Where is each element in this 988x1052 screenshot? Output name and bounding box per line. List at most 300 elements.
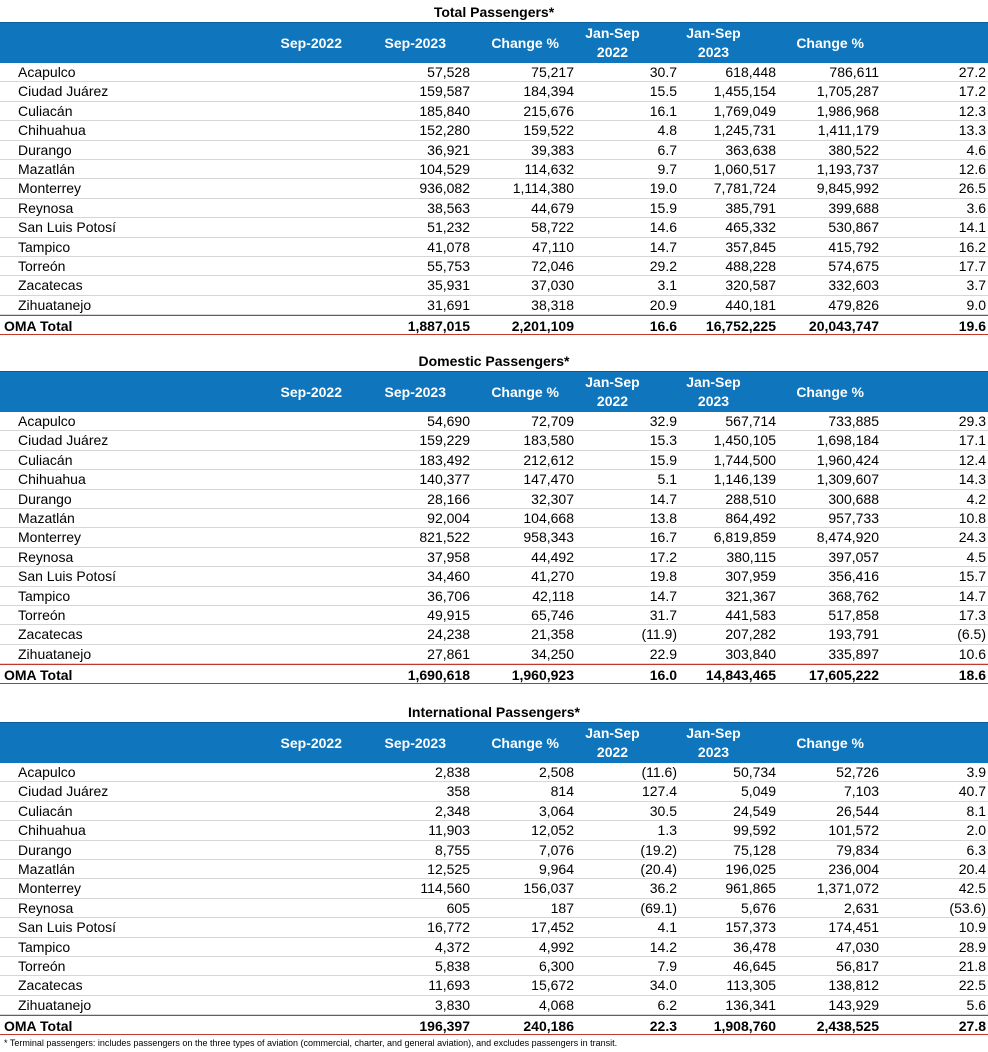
- cell-value: 3,830: [434, 996, 470, 1013]
- table-row: [0, 645, 988, 664]
- header-year: 2022: [596, 744, 629, 760]
- cell-value: 488,228: [725, 257, 776, 274]
- airport-name: Zacatecas: [18, 626, 83, 643]
- cell-value: 961,865: [725, 880, 776, 897]
- cell-value: 114,632: [524, 160, 574, 177]
- cell-value: 159,229: [419, 432, 470, 449]
- cell-value: 9.0: [966, 296, 986, 313]
- cell-value: 193,791: [828, 626, 879, 643]
- total-label: OMA Total: [4, 1018, 73, 1035]
- table-row: [0, 179, 988, 198]
- airport-name: Tampico: [18, 587, 71, 604]
- cell-value: 56,817: [836, 957, 879, 974]
- cell-value: 958,343: [523, 529, 574, 546]
- cell-value: 136,341: [725, 996, 776, 1013]
- total-value: 17,605,222: [808, 667, 879, 684]
- cell-value: 380,115: [726, 548, 776, 565]
- total-value: 16.0: [649, 667, 677, 684]
- table-row: [0, 528, 988, 547]
- cell-value: 29.2: [649, 257, 677, 274]
- cell-value: 397,057: [828, 548, 879, 565]
- cell-value: 17,452: [531, 919, 574, 936]
- airport-name: Zihuatanejo: [18, 996, 92, 1013]
- header-jansep-2022: [563, 723, 662, 763]
- cell-value: 5.1: [657, 471, 677, 488]
- total-value: 240,186: [523, 1018, 574, 1035]
- cell-value: 40.7: [958, 783, 986, 800]
- table-header: [0, 22, 988, 63]
- airport-name: Tampico: [18, 238, 71, 255]
- cell-value: 4.1: [657, 919, 677, 936]
- cell-value: (11.9): [641, 626, 677, 643]
- header-sep-2023: Sep-2023: [384, 384, 446, 400]
- table-row: [0, 296, 988, 315]
- cell-value: 24.3: [958, 529, 986, 546]
- cell-value: 814: [550, 783, 574, 800]
- cell-value: 26.5: [958, 180, 986, 197]
- header-spacer: [0, 723, 262, 763]
- cell-value: 12,525: [427, 860, 470, 877]
- cell-value: 99,592: [733, 822, 776, 839]
- cell-value: 50,734: [733, 764, 776, 780]
- cell-value: 5,049: [740, 783, 776, 800]
- cell-value: 49,915: [427, 606, 470, 623]
- cell-value: 380,522: [828, 141, 879, 158]
- cell-value: 159,587: [419, 83, 470, 100]
- total-value: 2,201,109: [511, 318, 574, 335]
- section-total-passengers: [0, 2, 988, 335]
- cell-value: 156,037: [523, 880, 574, 897]
- header-year: 2022: [596, 44, 629, 60]
- cell-value: 1,245,731: [713, 122, 776, 139]
- header-sep-2022: Sep-2022: [280, 735, 342, 751]
- table-row: [0, 257, 988, 276]
- cell-value: 7.9: [657, 957, 677, 974]
- cell-value: 14.2: [649, 938, 677, 955]
- cell-value: 58,722: [531, 219, 574, 236]
- section-international-passengers: [0, 702, 988, 1035]
- cell-value: 143,929: [828, 996, 879, 1013]
- cell-value: 4.5: [966, 548, 986, 565]
- cell-value: 19.8: [649, 568, 677, 585]
- cell-value: 14.7: [958, 587, 986, 604]
- cell-value: 14.7: [649, 238, 677, 255]
- table-header: [0, 371, 988, 412]
- cell-value: 17.7: [958, 257, 986, 274]
- table-row: [0, 899, 988, 918]
- cell-value: 15.7: [958, 568, 986, 585]
- cell-value: 30.7: [649, 64, 677, 80]
- cell-value: 24,549: [733, 802, 776, 819]
- table-row: [0, 821, 988, 840]
- cell-value: 12.6: [958, 160, 986, 177]
- cell-value: 183,492: [419, 451, 470, 468]
- cell-value: 321,367: [725, 587, 776, 604]
- airport-name: Monterrey: [18, 180, 82, 197]
- total-value: 1,690,618: [407, 667, 470, 684]
- table-row: [0, 102, 988, 121]
- cell-value: 16.2: [958, 238, 986, 255]
- total-value: 16.6: [649, 318, 677, 335]
- airport-name: Torreón: [18, 957, 66, 974]
- total-value: 2,438,525: [816, 1018, 879, 1035]
- cell-value: 6,300: [538, 957, 574, 974]
- cell-value: 236,004: [828, 860, 879, 877]
- cell-value: 11,693: [428, 977, 470, 994]
- table-row: [0, 996, 988, 1015]
- cell-value: 22.5: [958, 977, 986, 994]
- cell-value: 1,986,968: [816, 102, 879, 119]
- cell-value: 36,706: [427, 587, 470, 604]
- header-change-month: Change %: [491, 35, 559, 51]
- header-sep-2023: Sep-2023: [384, 35, 446, 51]
- cell-value: (6.5): [957, 626, 986, 643]
- cell-value: 32,307: [531, 490, 574, 507]
- cell-value: 7,076: [538, 841, 574, 858]
- cell-value: 1,060,517: [713, 160, 776, 177]
- cell-value: 22.9: [649, 645, 677, 662]
- header-change-month: Change %: [491, 735, 559, 751]
- section-title: Domestic Passengers*: [418, 353, 570, 369]
- cell-value: 174,451: [828, 919, 879, 936]
- cell-value: (19.2): [640, 841, 677, 858]
- cell-value: 34,460: [427, 568, 470, 585]
- cell-value: 187: [550, 899, 574, 916]
- airport-name: Reynosa: [18, 548, 74, 565]
- cell-value: 184,394: [523, 83, 574, 100]
- cell-value: 14.7: [649, 490, 677, 507]
- table-row: [0, 431, 988, 450]
- cell-value: 335,897: [828, 645, 879, 662]
- cell-value: 2.0: [966, 822, 986, 839]
- cell-value: 530,867: [828, 219, 879, 236]
- cell-value: 15.3: [649, 432, 677, 449]
- cell-value: 38,318: [531, 296, 574, 313]
- cell-value: 1,769,049: [713, 102, 776, 119]
- cell-value: 15.9: [649, 451, 677, 468]
- cell-value: 4,372: [434, 938, 470, 955]
- table-row: [0, 121, 988, 140]
- cell-value: 6.2: [657, 996, 677, 1013]
- cell-value: 21.8: [958, 957, 986, 974]
- cell-value: 3.9: [966, 764, 986, 780]
- cell-value: 1,309,607: [816, 471, 879, 488]
- airport-name: Ciudad Juárez: [18, 432, 109, 449]
- airport-name: Mazatlán: [18, 509, 75, 526]
- cell-value: 1,146,139: [713, 471, 776, 488]
- airport-name: Torreón: [18, 606, 66, 623]
- cell-value: 27.2: [958, 64, 986, 80]
- cell-value: 12,052: [531, 822, 574, 839]
- header-sep-2023: Sep-2023: [384, 735, 446, 751]
- table-row: [0, 860, 988, 879]
- cell-value: 13.8: [649, 509, 677, 526]
- cell-value: 1,455,154: [713, 83, 776, 100]
- table-row: [0, 199, 988, 218]
- cell-value: 10.6: [958, 645, 986, 662]
- header-year: 2023: [697, 393, 730, 409]
- cell-value: 36,478: [733, 938, 776, 955]
- header-jansep-2023: [662, 723, 765, 763]
- table-row: [0, 82, 988, 101]
- cell-value: 4,068: [538, 996, 574, 1013]
- cell-value: 12.3: [958, 102, 986, 119]
- airport-name: Ciudad Juárez: [18, 783, 109, 800]
- cell-value: 864,492: [725, 509, 776, 526]
- cell-value: 3.6: [966, 199, 986, 216]
- header-change-month: Change %: [491, 384, 559, 400]
- cell-value: 47,110: [532, 238, 574, 255]
- cell-value: 1,744,500: [713, 451, 776, 468]
- cell-value: 8,474,920: [816, 529, 879, 546]
- header-jansep-2023: [662, 23, 765, 63]
- cell-value: 3,064: [538, 802, 574, 819]
- cell-value: 55,753: [427, 257, 470, 274]
- cell-value: 14.1: [958, 219, 986, 236]
- cell-value: 20.9: [649, 296, 677, 313]
- total-row: [0, 1015, 988, 1035]
- table-row: [0, 276, 988, 295]
- cell-value: 517,858: [828, 606, 879, 623]
- airport-name: Tampico: [18, 938, 71, 955]
- table-row: [0, 141, 988, 160]
- cell-value: 821,522: [419, 529, 470, 546]
- cell-value: 4.2: [966, 490, 986, 507]
- cell-value: 196,025: [725, 860, 776, 877]
- header-year: 2022: [596, 393, 629, 409]
- cell-value: 332,603: [828, 277, 879, 294]
- cell-value: 15.9: [649, 199, 677, 216]
- cell-value: 212,612: [523, 451, 574, 468]
- cell-value: 26,544: [836, 802, 879, 819]
- cell-value: 1,114,380: [512, 180, 574, 197]
- cell-value: 65,746: [531, 606, 574, 623]
- header-label: Jan-Sep: [686, 725, 741, 741]
- cell-value: (69.1): [640, 899, 677, 916]
- cell-value: 46,645: [733, 957, 776, 974]
- airport-name: Chihuahua: [18, 471, 86, 488]
- cell-value: 41,270: [531, 568, 574, 585]
- total-value: 1,908,760: [713, 1018, 776, 1035]
- cell-value: 31.7: [649, 606, 677, 623]
- airport-name: San Luis Potosí: [18, 919, 117, 936]
- cell-value: 1,193,737: [816, 160, 879, 177]
- cell-value: 2,508: [538, 764, 574, 780]
- cell-value: 39,383: [531, 141, 574, 158]
- table-row: [0, 841, 988, 860]
- table-row: [0, 976, 988, 995]
- total-value: 14,843,465: [705, 667, 776, 684]
- cell-value: 37,958: [427, 548, 470, 565]
- cell-value: 4.8: [657, 122, 677, 139]
- cell-value: 399,688: [828, 199, 879, 216]
- airport-name: Acapulco: [18, 64, 76, 80]
- airport-name: Reynosa: [18, 899, 74, 916]
- airport-name: Chihuahua: [18, 122, 86, 139]
- header-change-ytd: Change %: [796, 35, 864, 51]
- header-spacer: [0, 23, 262, 63]
- cell-value: 75,128: [733, 841, 776, 858]
- cell-value: 13.3: [958, 122, 986, 139]
- cell-value: 16.7: [649, 529, 677, 546]
- section-title: Total Passengers*: [433, 4, 555, 20]
- airport-name: Acapulco: [18, 413, 76, 429]
- total-row: [0, 664, 988, 684]
- cell-value: 9.7: [657, 160, 677, 177]
- airport-name: Mazatlán: [18, 860, 75, 877]
- cell-value: 320,587: [725, 277, 776, 294]
- cell-value: 1,698,184: [816, 432, 879, 449]
- cell-value: 72,046: [531, 257, 574, 274]
- cell-value: (11.6): [641, 764, 677, 780]
- cell-value: (20.4): [640, 860, 677, 877]
- airport-name: Reynosa: [18, 199, 74, 216]
- airport-name: Acapulco: [18, 764, 76, 780]
- table-row: [0, 412, 988, 431]
- cell-value: 57,528: [427, 64, 470, 80]
- cell-value: 147,470: [523, 471, 574, 488]
- cell-value: 4.6: [966, 141, 986, 158]
- header-label: Jan-Sep: [585, 25, 640, 41]
- total-value: 18.6: [958, 667, 986, 684]
- table-row: [0, 238, 988, 257]
- airport-name: Ciudad Juárez: [18, 83, 109, 100]
- cell-value: 14.3: [958, 471, 986, 488]
- cell-value: 28,166: [427, 490, 470, 507]
- cell-value: 288,510: [725, 490, 776, 507]
- cell-value: 8,755: [434, 841, 470, 858]
- cell-value: 15.5: [649, 83, 677, 100]
- cell-value: 1,411,179: [817, 122, 879, 139]
- cell-value: 4,992: [538, 938, 574, 955]
- table-row: [0, 606, 988, 625]
- cell-value: 42,118: [532, 587, 574, 604]
- cell-value: 14.7: [649, 587, 677, 604]
- airport-name: San Luis Potosí: [18, 568, 117, 585]
- cell-value: 54,690: [427, 413, 470, 429]
- cell-value: 1,450,105: [713, 432, 776, 449]
- cell-value: 47,030: [836, 938, 879, 955]
- cell-value: 2,631: [843, 899, 879, 916]
- cell-value: 185,840: [419, 102, 470, 119]
- cell-value: 1,705,287: [816, 83, 879, 100]
- table-header: [0, 722, 988, 763]
- cell-value: 19.0: [649, 180, 677, 197]
- airport-name: Culiacán: [18, 102, 73, 119]
- header-change-ytd: Change %: [796, 384, 864, 400]
- cell-value: (53.6): [949, 899, 986, 916]
- table-row: [0, 938, 988, 957]
- airport-name: Zihuatanejo: [18, 296, 92, 313]
- cell-value: 465,332: [725, 219, 776, 236]
- cell-value: 574,675: [828, 257, 879, 274]
- table-row: [0, 879, 988, 898]
- cell-value: 605: [446, 899, 470, 916]
- cell-value: 17.3: [958, 606, 986, 623]
- header-label: Jan-Sep: [585, 374, 640, 390]
- cell-value: 2,348: [434, 802, 470, 819]
- header-label: Jan-Sep: [585, 725, 640, 741]
- cell-value: 1,371,072: [816, 880, 879, 897]
- cell-value: 10.8: [958, 509, 986, 526]
- table-row: [0, 548, 988, 567]
- cell-value: 38,563: [427, 199, 470, 216]
- cell-value: 5,838: [434, 957, 470, 974]
- airport-name: Monterrey: [18, 880, 82, 897]
- cell-value: 16.1: [649, 102, 677, 119]
- table-row: [0, 490, 988, 509]
- cell-value: 114,560: [420, 880, 470, 897]
- table-row: [0, 160, 988, 179]
- cell-value: 9,964: [538, 860, 574, 877]
- airport-name: Zacatecas: [18, 277, 83, 294]
- airport-name: Chihuahua: [18, 822, 86, 839]
- cell-value: 127.4: [641, 783, 677, 800]
- total-value: 27.8: [958, 1018, 986, 1035]
- cell-value: 31,691: [427, 296, 470, 313]
- cell-value: 358: [446, 783, 470, 800]
- cell-value: 17.1: [958, 432, 986, 449]
- cell-value: 92,004: [427, 509, 470, 526]
- header-spacer: [0, 372, 262, 412]
- cell-value: 36.2: [649, 880, 677, 897]
- airport-name: San Luis Potosí: [18, 219, 117, 236]
- cell-value: 479,826: [828, 296, 879, 313]
- section-title: International Passengers*: [408, 704, 580, 720]
- cell-value: 29.3: [958, 413, 986, 429]
- footnote: * Terminal passengers: includes passengers on the three types of aviation (commercial, charter, and general aviation), and excludes passengers in transit.: [4, 1038, 618, 1048]
- airport-name: Torreón: [18, 257, 66, 274]
- cell-value: 21,358: [531, 626, 574, 643]
- cell-value: 15,672: [531, 977, 574, 994]
- cell-value: 28.9: [958, 938, 986, 955]
- cell-value: 41,078: [427, 238, 470, 255]
- cell-value: 75,217: [531, 64, 574, 80]
- cell-value: 6,819,859: [713, 529, 776, 546]
- table-row: [0, 802, 988, 821]
- header-label: Jan-Sep: [686, 374, 741, 390]
- cell-value: 16,772: [427, 919, 470, 936]
- header-jansep-2022: [563, 23, 662, 63]
- cell-value: 183,580: [523, 432, 574, 449]
- table-row: [0, 918, 988, 937]
- header-sep-2022: Sep-2022: [280, 35, 342, 51]
- table-row: [0, 587, 988, 606]
- cell-value: 44,492: [531, 548, 574, 565]
- cell-value: 9,845,992: [816, 180, 879, 197]
- total-value: 1,887,015: [407, 318, 470, 335]
- cell-value: 37,030: [531, 277, 574, 294]
- cell-value: 36,921: [427, 141, 470, 158]
- airport-name: Durango: [18, 141, 72, 158]
- airport-name: Monterrey: [18, 529, 82, 546]
- table-row: [0, 782, 988, 801]
- cell-value: 11,903: [428, 822, 470, 839]
- total-value: 22.3: [649, 1018, 677, 1035]
- header-year: 2023: [697, 44, 730, 60]
- cell-value: 5.6: [966, 996, 986, 1013]
- cell-value: 1.3: [657, 822, 677, 839]
- cell-value: 215,676: [523, 102, 574, 119]
- cell-value: 14.6: [649, 219, 677, 236]
- cell-value: 10.9: [958, 919, 986, 936]
- cell-value: 35,931: [427, 277, 470, 294]
- cell-value: 17.2: [958, 83, 986, 100]
- total-value: 19.6: [958, 318, 986, 335]
- cell-value: 357,845: [725, 238, 776, 255]
- airport-name: Durango: [18, 490, 72, 507]
- table-row: [0, 509, 988, 528]
